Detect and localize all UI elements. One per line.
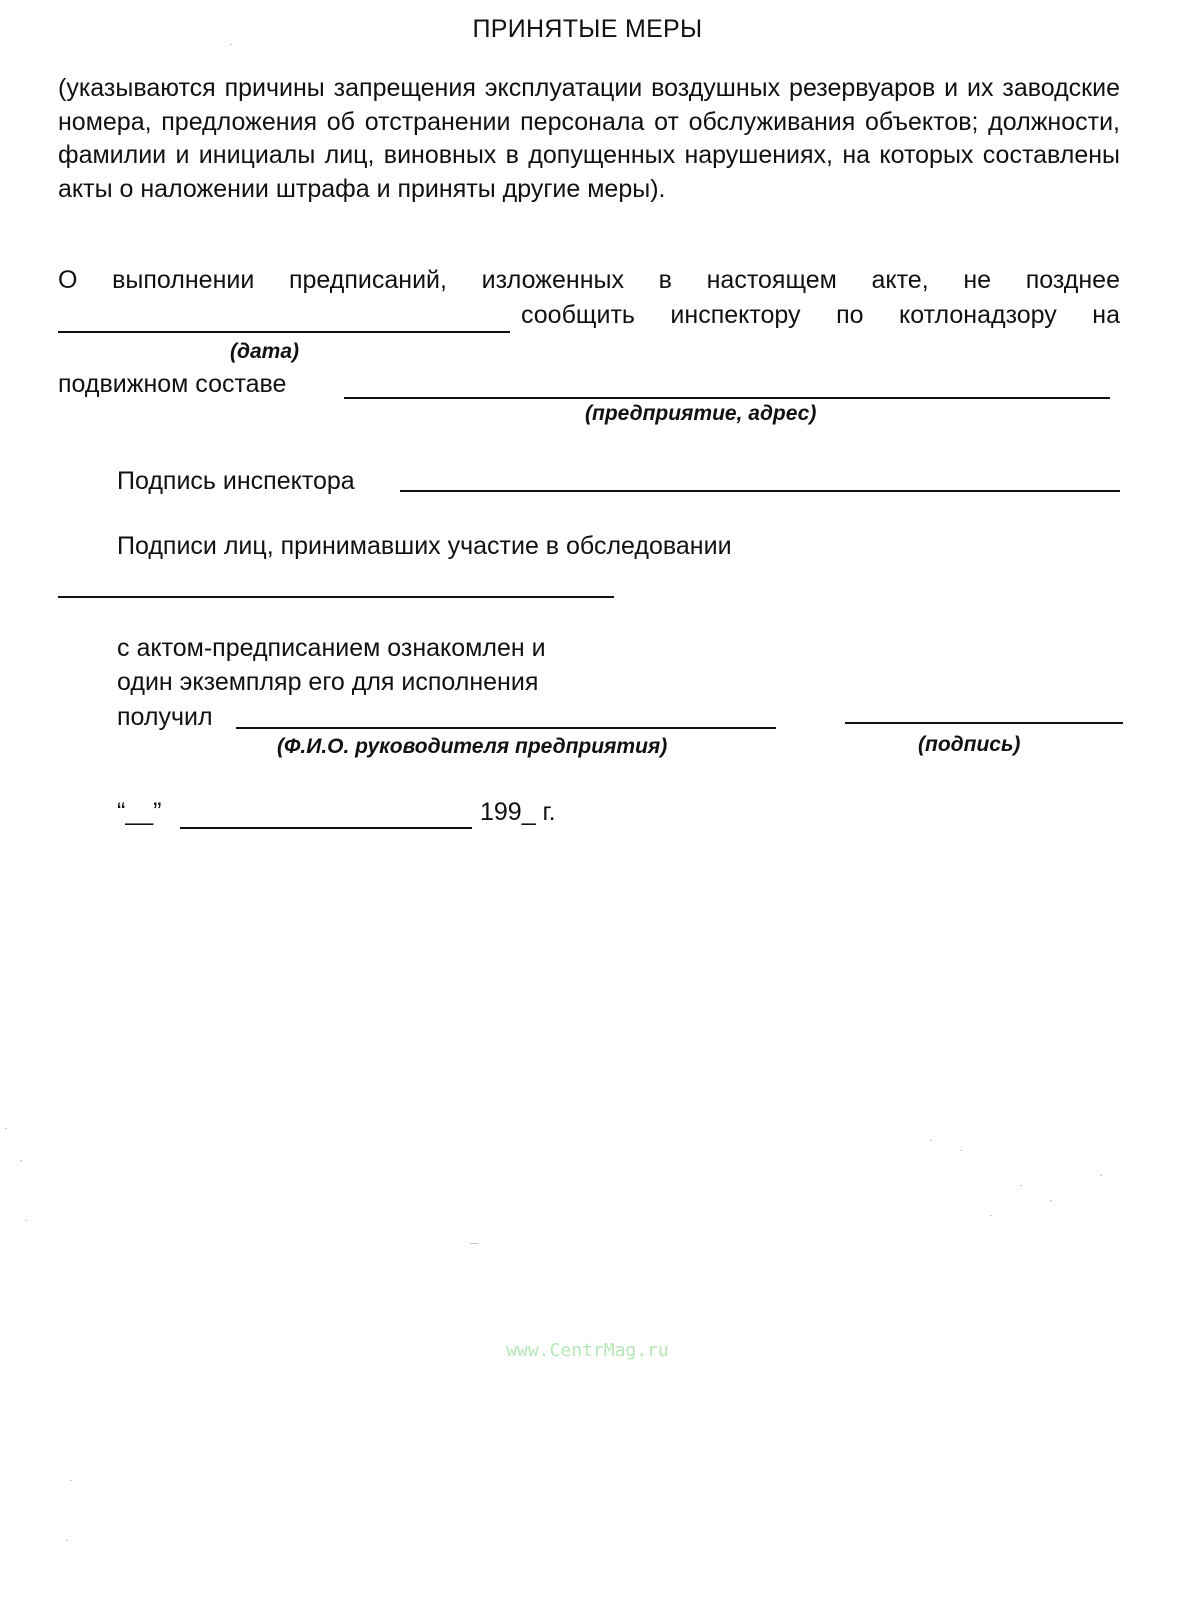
scan-speck [470,1243,478,1244]
date-hint: (дата) [230,340,299,363]
scan-speck [66,1540,68,1541]
scan-speck [990,1215,992,1216]
date-month-line[interactable] [180,827,472,829]
acknowledgement-line-2: один экземпляр его для исполнения [117,668,539,696]
date-day-blank: __ [125,798,154,826]
scan-speck [1020,1185,1022,1186]
scan-speck [20,1160,22,1161]
date-day-field[interactable] [117,798,161,827]
date-quote-close: ” [153,798,162,826]
scan-speck [1050,1200,1052,1201]
inspector-signature-line[interactable] [400,490,1120,492]
scan-speck [5,1128,7,1129]
intro-paragraph: (указываются причины запрещения эксплуатации воздушных резервуаров и их заводские номера, предложения об отстранении персонала от обслуживания объектов; должности, фамилии и инициалы лиц, виновных в допущенных нарушениях, на которых составлены акты о наложении штрафа и приняты другие меры). [58,74,1120,203]
enterprise-hint: (предприятие, адрес) [585,402,817,425]
instruction-line-1: О выполнении предписаний, изложенных в настоящем акте, не позднее [58,266,1120,294]
watermark: www.CentrMag.ru [506,1340,669,1361]
inspector-signature-label: Подпись инспектора [117,467,355,495]
scan-speck [70,1480,72,1481]
participants-signature-line[interactable] [58,596,614,598]
manager-signature-line[interactable] [845,722,1123,724]
enterprise-blank-line[interactable] [344,397,1110,399]
acknowledgement-line-1: с актом-предписанием ознакомлен и [117,634,546,662]
date-blank-line[interactable] [58,331,510,333]
scan-speck [960,1150,962,1151]
manager-name-hint: (Ф.И.О. руководителя предприятия) [277,735,668,758]
instruction-line-2: сообщить инспектору по котлонадзору на [521,301,1120,329]
page-title: ПРИНЯТЫЕ МЕРЫ [472,15,703,43]
scan-speck [25,1220,27,1221]
scan-speck [230,44,232,45]
scan-speck [930,1140,932,1141]
received-label: получил [117,703,213,731]
rolling-stock-label: подвижном составе [58,370,287,398]
participants-signature-label: Подписи лиц, принимавших участие в обследовании [117,532,732,560]
manager-name-line[interactable] [236,727,776,729]
signature-hint: (подпись) [918,733,1021,756]
year-label: 199_ г. [480,798,556,826]
date-quote-open: “ [117,798,126,826]
scan-speck [1100,1175,1102,1176]
